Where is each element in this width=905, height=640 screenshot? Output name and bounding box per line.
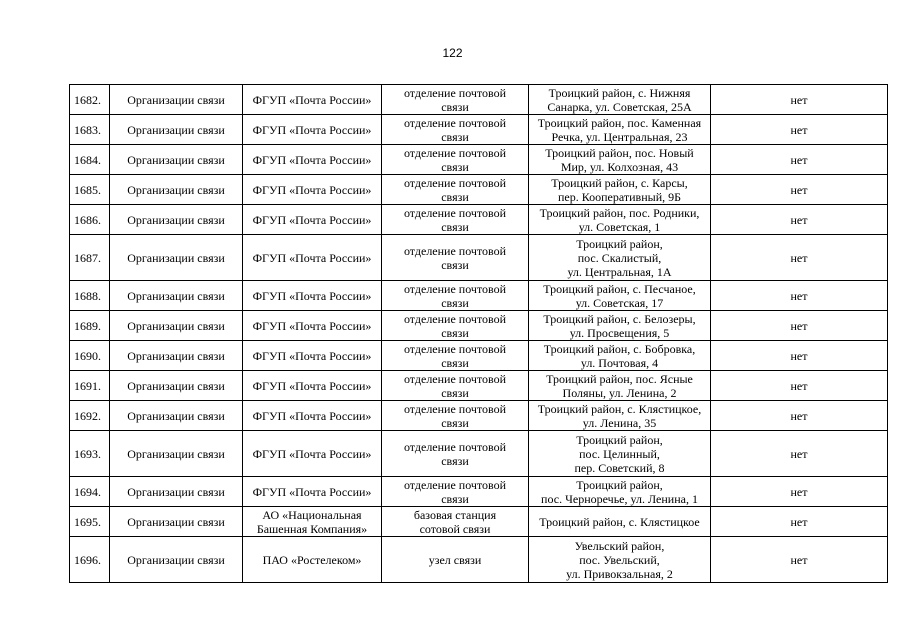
address-cell: Троицкий район, с. Клястицкое [529, 507, 711, 537]
category-cell: Организации связи [110, 175, 243, 205]
row-number: 1689. [70, 311, 110, 341]
status-cell: нет [711, 115, 888, 145]
row-number: 1696. [70, 537, 110, 583]
facility-type-cell: базовая станция сотовой связи [382, 507, 529, 537]
category-cell: Организации связи [110, 507, 243, 537]
table-row [70, 281, 888, 311]
address-cell: Троицкий район, пос. Каменная Речка, ул. Центральная, 23 [529, 115, 711, 145]
row-number: 1685. [70, 175, 110, 205]
organization-cell: ФГУП «Почта России» [243, 175, 382, 205]
table-row [70, 341, 888, 371]
status-cell: нет [711, 85, 888, 115]
status-cell: нет [711, 537, 888, 583]
organization-cell: ФГУП «Почта России» [243, 235, 382, 281]
row-number: 1690. [70, 341, 110, 371]
organization-cell: ФГУП «Почта России» [243, 145, 382, 175]
organization-cell: ФГУП «Почта России» [243, 431, 382, 477]
facilities-table [69, 84, 888, 583]
address-cell: Троицкий район, пос. Целинный, пер. Советский, 8 [529, 431, 711, 477]
status-cell: нет [711, 205, 888, 235]
category-cell: Организации связи [110, 205, 243, 235]
category-cell: Организации связи [110, 145, 243, 175]
organization-cell: ФГУП «Почта России» [243, 341, 382, 371]
row-number: 1694. [70, 477, 110, 507]
address-cell: Троицкий район, с. Карсы, пер. Кооперативный, 9Б [529, 175, 711, 205]
page-number: 122 [442, 46, 463, 60]
status-cell: нет [711, 507, 888, 537]
row-number: 1683. [70, 115, 110, 145]
address-cell: Троицкий район, пос. Скалистый, ул. Центральная, 1А [529, 235, 711, 281]
table-body [70, 85, 888, 583]
table-row [70, 311, 888, 341]
table-row [70, 371, 888, 401]
address-cell: Троицкий район, пос. Новый Мир, ул. Колхозная, 43 [529, 145, 711, 175]
address-cell: Троицкий район, с. Песчаное, ул. Советская, 17 [529, 281, 711, 311]
row-number: 1695. [70, 507, 110, 537]
row-number: 1684. [70, 145, 110, 175]
table-row [70, 537, 888, 583]
status-cell: нет [711, 235, 888, 281]
address-cell: Увельский район, пос. Увельский, ул. Привокзальная, 2 [529, 537, 711, 583]
row-number: 1692. [70, 401, 110, 431]
row-number: 1691. [70, 371, 110, 401]
facility-type-cell: отделение почтовой связи [382, 281, 529, 311]
row-number: 1693. [70, 431, 110, 477]
status-cell: нет [711, 477, 888, 507]
status-cell: нет [711, 341, 888, 371]
facility-type-cell: отделение почтовой связи [382, 477, 529, 507]
organization-cell: ФГУП «Почта России» [243, 477, 382, 507]
organization-cell: ФГУП «Почта России» [243, 85, 382, 115]
facility-type-cell: отделение почтовой связи [382, 341, 529, 371]
table-row [70, 175, 888, 205]
table-row [70, 507, 888, 537]
facility-type-cell: отделение почтовой связи [382, 115, 529, 145]
category-cell: Организации связи [110, 85, 243, 115]
status-cell: нет [711, 281, 888, 311]
category-cell: Организации связи [110, 401, 243, 431]
address-cell: Троицкий район, пос. Ясные Поляны, ул. Ленина, 2 [529, 371, 711, 401]
organization-cell: АО «Национальная Башенная Компания» [243, 507, 382, 537]
table-row [70, 85, 888, 115]
status-cell: нет [711, 401, 888, 431]
address-cell: Троицкий район, пос. Родники, ул. Советская, 1 [529, 205, 711, 235]
category-cell: Организации связи [110, 477, 243, 507]
facility-type-cell: отделение почтовой связи [382, 401, 529, 431]
address-cell: Троицкий район, с. Клястицкое, ул. Ленина, 35 [529, 401, 711, 431]
organization-cell: ФГУП «Почта России» [243, 401, 382, 431]
facility-type-cell: узел связи [382, 537, 529, 583]
category-cell: Организации связи [110, 235, 243, 281]
organization-cell: ФГУП «Почта России» [243, 311, 382, 341]
address-cell: Троицкий район, с. Белозеры, ул. Просвещения, 5 [529, 311, 711, 341]
address-cell: Троицкий район, с. Нижняя Санарка, ул. Советская, 25А [529, 85, 711, 115]
status-cell: нет [711, 371, 888, 401]
category-cell: Организации связи [110, 431, 243, 477]
facility-type-cell: отделение почтовой связи [382, 431, 529, 477]
category-cell: Организации связи [110, 371, 243, 401]
category-cell: Организации связи [110, 281, 243, 311]
category-cell: Организации связи [110, 115, 243, 145]
facility-type-cell: отделение почтовой связи [382, 85, 529, 115]
table-row [70, 115, 888, 145]
table-row [70, 205, 888, 235]
category-cell: Организации связи [110, 341, 243, 371]
row-number: 1686. [70, 205, 110, 235]
organization-cell: ПАО «Ростелеком» [243, 537, 382, 583]
status-cell: нет [711, 175, 888, 205]
facility-type-cell: отделение почтовой связи [382, 371, 529, 401]
table-row [70, 145, 888, 175]
status-cell: нет [711, 431, 888, 477]
category-cell: Организации связи [110, 311, 243, 341]
facility-type-cell: отделение почтовой связи [382, 235, 529, 281]
organization-cell: ФГУП «Почта России» [243, 281, 382, 311]
facility-type-cell: отделение почтовой связи [382, 145, 529, 175]
organization-cell: ФГУП «Почта России» [243, 115, 382, 145]
status-cell: нет [711, 145, 888, 175]
row-number: 1687. [70, 235, 110, 281]
row-number: 1682. [70, 85, 110, 115]
address-cell: Троицкий район, с. Бобровка, ул. Почтовая, 4 [529, 341, 711, 371]
organization-cell: ФГУП «Почта России» [243, 371, 382, 401]
table-row [70, 431, 888, 477]
facility-type-cell: отделение почтовой связи [382, 175, 529, 205]
row-number: 1688. [70, 281, 110, 311]
table-row [70, 401, 888, 431]
organization-cell: ФГУП «Почта России» [243, 205, 382, 235]
table-row [70, 477, 888, 507]
table-row [70, 235, 888, 281]
status-cell: нет [711, 311, 888, 341]
category-cell: Организации связи [110, 537, 243, 583]
address-cell: Троицкий район, пос. Черноречье, ул. Ленина, 1 [529, 477, 711, 507]
facility-type-cell: отделение почтовой связи [382, 205, 529, 235]
facility-type-cell: отделение почтовой связи [382, 311, 529, 341]
